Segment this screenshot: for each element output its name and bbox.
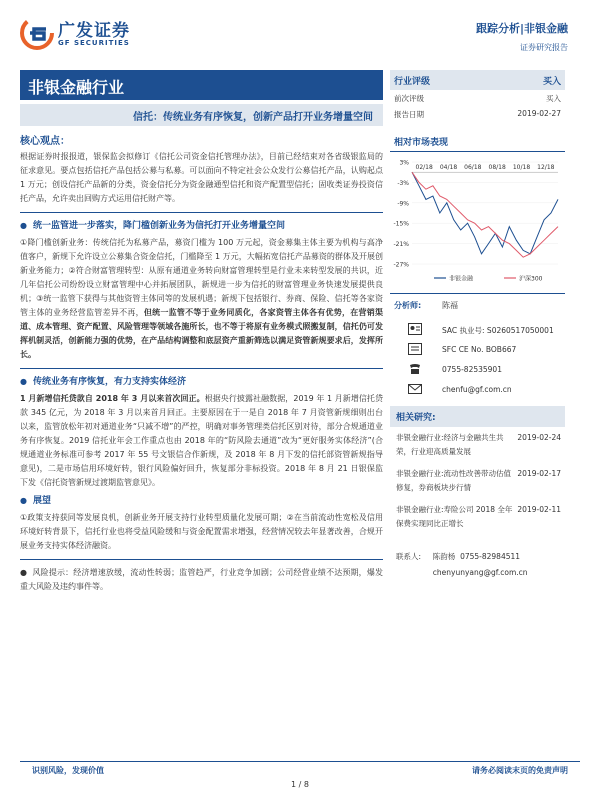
phone-icon — [408, 363, 422, 375]
badge-icon — [408, 343, 422, 355]
risk-paragraph: ● 风险提示：经济增速放缓，流动性转弱；监管趋严，行业竞争加剧；公司经营业绩不达预期，爆发重大风险及违约事件等。 — [20, 568, 383, 591]
report-sub: 证券研究报告 — [520, 43, 568, 52]
core-heading: 核心观点： — [20, 136, 70, 147]
related-item-date: 2019-02-24 — [517, 433, 561, 442]
industry-banner — [20, 70, 383, 100]
x-tick-label: 04/18 — [439, 164, 458, 172]
outlook-heading: ● 展望 — [20, 494, 383, 508]
rating-label: 行业评级 — [394, 77, 431, 87]
x-tick-label: 08/18 — [488, 164, 506, 172]
report-date-row — [390, 106, 565, 122]
series-line — [412, 172, 558, 254]
prev-rating-label: 前次评级 — [394, 94, 424, 103]
x-tick-label: 12/18 — [537, 164, 555, 172]
point-1-text: ①降门槛创新业务：传统信托为私募产品，募资门槛为 100 万元起，资金募集主体主要为机构与高净值客户，新规下允许设立公募集合资金信托，门槛降至 1 万元，大幅拓宽信托产品募资的群体及开展创新业务能力；②符合财富管理转型：从原有通道业务转向财富管理转型是行业未来转型发展的共识，近几年信托公司纷纷设立财富管理中心并拓展团队，新规进一步为信托的财富管理业务快速发展提供良机；③统一监管下获得与其他资管主体同等的发展机遇；新规下包括银行、券商、保险、信托等各家资管主体的业务经营监管差异不再， — [20, 238, 383, 317]
point-2-text: 根据央行披露社融数据，2019 年 1 月新增信托贷款 345 亿元，为 2018 年 3 月以来首月回正。主要原因在于一是自 2018 年 7 月资管新规细则出台以来，监管放松年初对通道业务“只减不增”的严控，明确对事务管理类信托区别对待，部分合规通道业务有序恢复。2019 信托业年会工作重点也由 2018 年的“防风险去通道”改为“更好服务实体经济”(合规通道业务标准可参考 2017 年 55 号文银信合作新规，及 2018 年 8 月下发的信托部资管新规指导意见)，二是市场信用环境好转，银行风险偏好回升，恢复部分非标投资。2018 年 8 月 21 日银保监下发《信托资管新规过渡期监管意见》。 — [20, 394, 383, 487]
report-title-bar — [20, 104, 383, 126]
related-item[interactable] — [390, 427, 565, 463]
analyst-phone-row — [390, 360, 565, 380]
y-tick-label: -27% — [393, 261, 409, 269]
y-tick-label: -15% — [393, 220, 409, 228]
outlook-paragraph: ①政策支持获同等发展良机，创新业务开展支持行业转型质量化发展可期；②在当前流动性宽松及信用环境好转背景下，信托行业也将受益风险缓和与资金配置需求增强，经营情况较去年显著改善，合规开展业务支持实体经济融资。 — [20, 513, 383, 550]
y-tick-label: -9% — [397, 200, 409, 208]
series-line — [412, 172, 558, 257]
related-research-heading: 相关研究: — [390, 406, 565, 427]
legend-label: 沪深300 — [519, 275, 543, 283]
contact-row — [396, 549, 565, 565]
risk-text: 风险提示：经济增速放缓，流动性转弱；监管趋严，行业竞争加剧；公司经营业绩不达预期，爆发重大风险及违约事件等。 — [20, 568, 383, 591]
analyst-email[interactable]: chenfu@gf.com.cn — [442, 385, 512, 394]
related-item-date: 2019-02-11 — [517, 505, 561, 514]
rating-header — [390, 70, 565, 90]
related-item-date: 2019-02-17 — [517, 469, 561, 478]
intro-paragraph: 根据证券时报报道，银保监会拟修订《信托公司资金信托管理办法》，目前已经结束对各省级银监局的征求意见。要点包括信托产品包括公募与私募。可以面向不特定社会公众发行公募信托产品，认购起点 1 万元；创设信托产品新的分类，资金信托分为资金融通型信托和资产配置型信托；固收类证券投资信托产品，允许卖出回购方式运用信托财产等。 — [20, 152, 383, 203]
contact-label: 联系人: — [396, 552, 422, 561]
relative-performance-chart — [390, 152, 565, 287]
rating-value: 买入 — [542, 77, 561, 87]
analyst-label: 分析师: — [394, 301, 422, 310]
x-tick-label: 02/18 — [415, 164, 433, 172]
footer-disclaimer: 请务必阅读末页的免责声明 — [472, 766, 568, 775]
related-item-title: 非银金融行业:流动性改善带动估值修复，券商板块步行情 — [396, 469, 512, 492]
chart-title: 相对市场表现 — [390, 132, 565, 152]
prev-rating-value: 买入 — [546, 94, 561, 103]
analyst-sfc: SFC CE No. BOB667 — [442, 345, 517, 354]
contact-email[interactable]: chenyunyang@gf.com.cn — [432, 568, 528, 577]
prev-rating-row — [390, 90, 565, 106]
divider — [20, 559, 383, 560]
point-1-paragraph — [20, 236, 383, 362]
email-icon — [408, 383, 422, 395]
divider — [390, 293, 565, 294]
related-research-list — [390, 427, 565, 535]
contact-block — [390, 549, 565, 581]
analyst-sfc-row — [390, 340, 565, 360]
x-tick-label: 06/18 — [464, 164, 482, 172]
report-date-label: 报告日期 — [394, 110, 424, 119]
industry-title: 非银金融行业 — [28, 78, 125, 97]
point-2-paragraph — [20, 392, 383, 490]
point-1-emphasis: 但统一监管不等于业务同质化，各家资管主体各有优势，在营销渠道、成本管理、资产配置、风险管理等领域各施所长，也不等于将原有业务模式照搬复制，信托仍可发挥机制灵活，创新能力强的优势，在产品结构调整和底层资产重新筛选以满足资管新规要求后，发挥所长。 — [20, 308, 384, 359]
analyst-email-row — [390, 380, 565, 400]
footer-divider — [20, 761, 580, 762]
chart-svg — [390, 152, 565, 287]
x-tick-label: 10/18 — [512, 164, 531, 172]
sidebar — [390, 70, 565, 581]
divider — [20, 212, 383, 213]
gf-logo — [20, 14, 180, 54]
report-type-block — [476, 20, 568, 53]
point-1-heading: ● 统一监管进一步落实，降门槛创新业务为信托打开业务增量空间 — [20, 219, 383, 233]
logo-text-en: GF SECURITIES — [58, 39, 130, 47]
id-card-icon — [408, 323, 422, 335]
report-title: 信托：传统业务有序恢复，创新产品打开业务增量空间 — [133, 112, 373, 123]
analyst-sac-row — [390, 320, 565, 340]
analyst-phone: 0755-82535901 — [442, 365, 502, 374]
analyst-name-row — [390, 300, 565, 320]
gf-logo-icon — [20, 16, 54, 50]
divider — [20, 368, 383, 369]
contact-name: 陈韵杨 — [432, 552, 456, 561]
related-item[interactable] — [390, 463, 565, 499]
y-tick-label: -21% — [393, 241, 409, 249]
analyst-name: 陈福 — [442, 301, 458, 310]
analyst-sac: SAC 执业号: S0260517050001 — [442, 326, 554, 335]
report-date-value: 2019-02-27 — [517, 109, 561, 118]
y-tick-label: 3% — [399, 159, 409, 167]
footer-slogan: 识别风险，发现价值 — [32, 766, 104, 775]
y-tick-label: -3% — [397, 179, 409, 187]
contact-phone: 0755-82984511 — [460, 552, 521, 561]
page-header — [0, 0, 600, 64]
legend-label: 非银金融 — [449, 275, 474, 283]
main-content — [20, 130, 383, 594]
related-item-title: 非银金融行业:经济与金融共生共荣，行业迎高质量发展 — [396, 433, 504, 456]
contact-email-row — [396, 565, 565, 581]
logo-text-cn: 广发证券 — [58, 21, 130, 41]
page-number: 1 / 8 — [291, 780, 309, 789]
analyst-block — [390, 300, 565, 400]
point-2-emphasis: 1 月新增信托贷款自 2018 年 3 月以来首次回正。 — [20, 394, 205, 403]
related-item[interactable] — [390, 499, 565, 535]
point-2-heading: ● 传统业务有序恢复，有力支持实体经济 — [20, 375, 383, 389]
report-type: 跟踪分析|非银金融 — [475, 22, 568, 35]
related-item-title: 非银金融行业:寿险公司 2018 全年保费实现同比正增长 — [396, 505, 513, 528]
